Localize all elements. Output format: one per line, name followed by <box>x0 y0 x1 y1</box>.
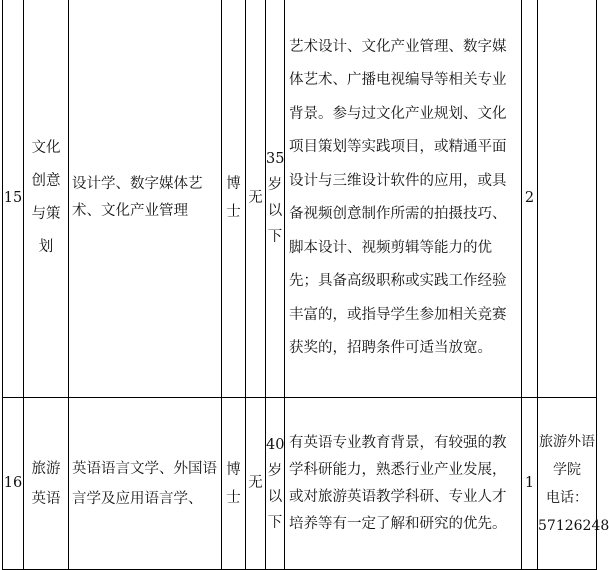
requirements-cell: 艺术设计、文化产业管理、数字媒体艺术、广播电视编导等相关专业背景。参与过文化产业规划、文化项目策划等实践项目，或精通平面设计与三维设计软件的应用，或具备视频创意制作所需的拍摄技巧、脚本设计、视频剪辑等能力的优先；具备高级职称或实践工作经验丰富的，或指导学生参加相关竞赛获奖的，招聘条件可适当放宽。 <box>285 0 522 398</box>
position-name <box>24 398 69 570</box>
degree-cell <box>222 398 246 570</box>
contact-cell <box>538 398 609 570</box>
age-line: 以 <box>267 203 283 219</box>
experience-cell: 无 <box>246 398 266 570</box>
age-line: 岁 <box>267 462 283 479</box>
row-index: 16 <box>3 398 24 570</box>
degree-line: 士 <box>226 204 241 220</box>
experience-cell: 无 <box>246 0 266 398</box>
position-name-line: 划 <box>38 239 54 255</box>
headcount-cell: 2 <box>522 0 538 398</box>
age-line: 40 <box>266 436 285 453</box>
contact-cell <box>538 0 597 398</box>
contact-line: 57126248 <box>538 517 609 534</box>
degree-line: 博 <box>226 461 241 478</box>
age-line: 岁 <box>267 177 283 193</box>
age-line: 以 <box>267 488 283 505</box>
contact-line: 电话： <box>546 489 588 506</box>
row-index: 15 <box>3 0 24 398</box>
position-name-line: 旅游 <box>31 460 61 477</box>
age-cell <box>266 0 285 398</box>
age-line: 下 <box>267 514 283 531</box>
requirements-cell: 有英语专业教育背景，有较强的教学科研能力，熟悉行业产业发展，或对旅游英语教学科研、专业人才培养等有一定了解和研究的优先。 <box>285 398 522 570</box>
contact-line: 旅游外语 <box>539 433 595 450</box>
recruitment-table <box>2 0 609 570</box>
headcount-cell: 1 <box>522 398 538 570</box>
degree-line: 士 <box>226 489 241 506</box>
table-row <box>3 0 597 398</box>
position-name-line: 与策 <box>31 206 61 222</box>
major-cell: 英语语言文学、外国语言学及应用语言学、 <box>69 398 222 570</box>
degree-line: 博 <box>226 176 241 192</box>
position-name-line: 文化 <box>31 140 61 156</box>
age-line: 下 <box>267 229 283 245</box>
major-cell: 设计学、数字媒体艺术、文化产业管理 <box>69 0 222 398</box>
contact-line: 学院 <box>553 461 581 478</box>
position-name-line: 英语 <box>31 490 61 507</box>
age-cell <box>266 398 285 570</box>
table-row <box>3 398 597 570</box>
position-name <box>24 0 69 398</box>
age-line: 35 <box>266 151 285 167</box>
degree-cell <box>222 0 246 398</box>
position-name-line: 创意 <box>31 173 61 189</box>
